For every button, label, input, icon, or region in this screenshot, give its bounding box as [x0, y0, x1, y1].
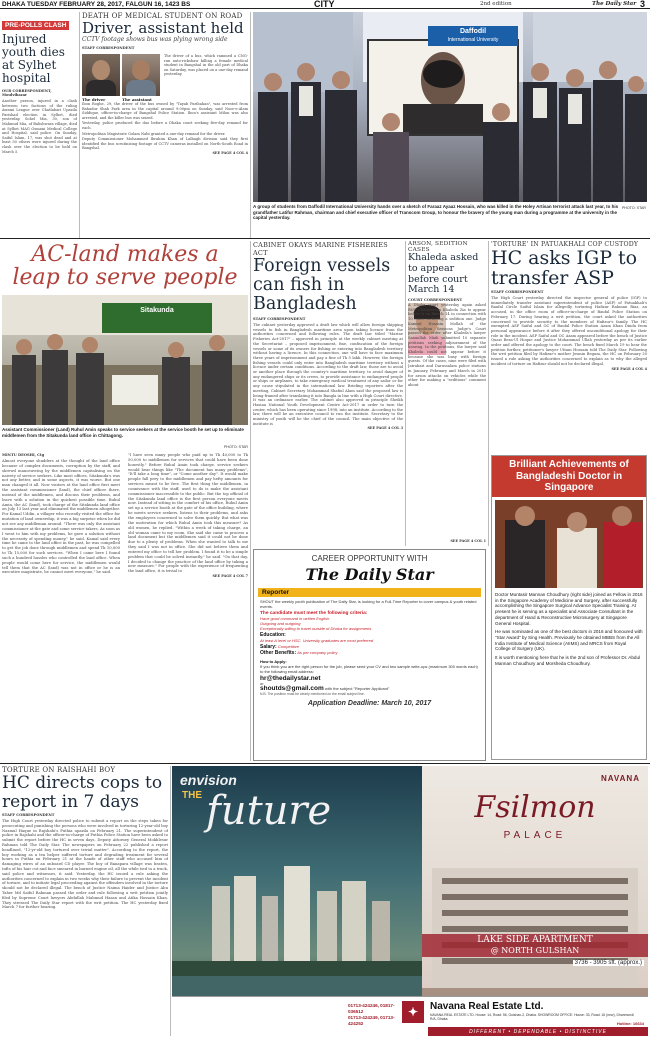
- kicker-driver: DEATH OF MEDICAL STUDENT ON ROAD: [82, 12, 243, 20]
- byline-fish: STAFF CORRESPONDENT: [253, 317, 306, 321]
- navana-future: future: [206, 788, 332, 834]
- headline-hcasp: HC asks IGP to transfer ASP: [491, 247, 638, 289]
- byline-driver: STAFF CORRESPONDENT: [82, 46, 135, 50]
- career-criteria-title: The candidate must meet the following criteria:: [260, 611, 368, 616]
- career-email-2[interactable]: shoutds@gmail.com: [260, 685, 324, 692]
- kicker-hcasp: 'TORTURE' IN PATUAKHALI COP CUSTODY: [491, 241, 639, 248]
- headline-prepolls: Injured youth dies at Sylhet hospital: [2, 32, 65, 85]
- body-prepolls: Another person, injured in a clash between two factions of the ruling Awami League over Chatlabari Upazila Parishad election in Sylhet, died yesterday. Sohel Mia, 30, son of Mahmud Mia, of Balishwara village, died at Sylhet MAG Osmani Medical College and Hospital, said police. On Sunday, Saiful Islam, 17, was shot dead and at least 50 others were injured during the clash over the election to be held on March 5.: [2, 99, 77, 154]
- edition: 2nd edition: [480, 1, 512, 7]
- photo-assistant: [122, 54, 160, 96]
- kicker-raishahi: TORTURE ON RAISHAHI BOY: [2, 766, 116, 774]
- navana-site: LAKE SIDE APARTMENT: [422, 934, 648, 946]
- masthead-date: DHAKA TUESDAY FEBRUARY 28, 2017, FALGUN 16, 1423 BS: [2, 1, 191, 8]
- career-deadline: Application Deadline: March 10, 2017: [307, 700, 432, 707]
- doctor-p3: It is worth mentioning here that he is the 2nd son of Professor Dr. Abdul Mannan Choudhury and Morsheda Choudhury.: [495, 655, 641, 666]
- headline-raishahi: HC directs cops to report in 7 days: [2, 773, 163, 812]
- kicker-khaleda: ARSON, SEDITION CASES: [408, 241, 468, 253]
- cont-driver: SEE PAGE 4 COL 4: [212, 150, 248, 155]
- career-salary: Competitive: [277, 644, 299, 649]
- article-raishahi: [2, 766, 168, 1036]
- headline-doctor: Brilliant Achievements of Bangladeshi Doctor in Singapore: [492, 456, 646, 497]
- doctor-p2: He was nominated as one of the best doctors in 2016 and honoured with "Star Award" by Sing Health. Previously he obtained MBBS from the All India Institute of Medical Science (AIIMS) and MRCS from Royal College of Surgery (UK).: [495, 629, 643, 652]
- career-intro: SHOUT the weekly youth publication of The Daily Star, is looking for a Full-Time Reporter to cover campus & youth related events.: [260, 599, 477, 609]
- navana-phones: 01713-424246, 01817-036512 01713-424249, 01713-424252: [348, 1003, 395, 1026]
- ad-doctor: [491, 455, 647, 760]
- navana-palace: PALACE: [503, 830, 567, 841]
- navana-company: Navana Real Estate Ltd.: [430, 1001, 544, 1012]
- career-education-title: Education:: [260, 632, 286, 638]
- body-khaleda: A Dhaka court yesterday again asked BNP Chairperson Khaleda Zia to appear before it on March 14 in connection with 10 cases including a sedition one. Judge Kamrul Hossain Mollah of the Metropolitan Sessions Judge's Court passed the order after Khaleda's lawyer Sanaullah Miah submitted 10 separate petitions seeking adjournment of the hearing. In the petitions, the lawyer said Khaleda could not appear before it because she was busy with foreign guests. Of the cases, nine were filed with Jatrabari and Darussalam police stations in January, February and March in 2015 for arson attacks on vehicles while the other for making a "seditious" comment about: [408, 303, 486, 387]
- career-note: N.B. The position must be clearly mentioned on the email subject line.: [260, 692, 365, 696]
- career-apply-text: If you think you are the right person for the job, please send your CV and two sample write-ups (maximum 300 words each) to the following email address:: [260, 664, 478, 674]
- paper-name: The Daily Star: [592, 1, 637, 7]
- navana-the: THE: [182, 790, 202, 801]
- article-prepolls: [2, 12, 77, 238]
- caption-acland: Assistant Commissioner (Land) Ruhul Amin speaks to service seekers at the service booth he set up to eliminate middlemen from the Sitakunda land office in Chittagong.: [2, 427, 244, 438]
- ad-career: [253, 549, 486, 761]
- body-driver-1: The driver of a bus, which rammed a CNG-run auto-rickshaw killing a female medical student in Bangshal in the old part of Dhaka on Saturday, was placed on a one-day remand yesterday.: [164, 54, 248, 77]
- photo-acland-drawing: [2, 295, 248, 425]
- photo-doctor-drawing: [495, 500, 643, 588]
- photo-driver: [82, 54, 120, 96]
- banner-daffodil-line1: Daffodil: [459, 28, 487, 35]
- body-raishahi: The High Court yesterday directed police to submit a report on the steps taken for prosecuting and punishing the persons who were involved in torturing 12-year-old boy Nazmul Haque in Rajshahi's Puthia upazila on February 21. The superintendent of police in Rajshahi and the officer-in-charge of Puthia Police Station have been asked to submit the report before the HC in seven days, Deputy Attorney General Mokhlesur Rahman told The Daily Star. The newspapers on February 22 published a report headlined, "12-yr-old boy tortured over trivial matter". According to the report, the boy working as a tea helper suffered torture and degrading treatment for several hours in Puthia on February 21 at the hands of other staff who accused him of damaging wires of an onboard CD player. The boy of Banapara village was beaten, tufts of his hair cut and face smeared in burned engine oil, all the while tied to a truck, said police and witnesses, it said. Yesterday, the HC issued a rule asking the authorities concerned to explain in two weeks why their failure to prevent the incident of torture, and to initiate legal proceeding against the offenders involved in the torture should not be declared illegal. The bench of Justice Naima Haider and Justice Abu Taher Md Saiful Rahman passed the order and rule following a writ petition jointly filed by Supreme Court lawyers Abdullah Mahmud Hasan and Atika Hossain Khan. They stressed The Daily Star report with the writ petition. The HC yesterday fixed March 7 for further hearing.: [2, 819, 168, 910]
- navana-name: Fsilmon: [474, 790, 596, 825]
- career-benefits: As per company policy: [297, 650, 338, 655]
- byline-prepolls: OUR CORRESPONDENT, Moulvibazar: [2, 89, 52, 97]
- navana-envision: envision: [180, 772, 237, 788]
- headline-fish: Foreign vessels can fish in Bangladesh: [253, 256, 391, 314]
- headline-khaleda: Khaleda asked to appear before court March 14: [408, 252, 479, 296]
- cont-khaleda: SEE PAGE 4 COL 1: [450, 539, 486, 543]
- body-acland-col1: Almost everyone shudders at the thought of the land office because of complex documents, corruption by the staff, and shrewd manoeuvring by the middlemen capitalising on the naivety of service seekers. Like most offices, Sitakunda's was not any better, and in some aspects, it was worse. But one man changed it all. Now visitors at the land office first meet the assistant commissioner (land), the chief officer there, instead of the middlemen, and discuss their problems, and leave with a solution in the quickest possible time. Ruhul Amin, the AC (land), took charge of the Sitakunda land office on July 13 last year and eliminated the middlemen altogether. For Kamal Uddin, a villager who recently visited the office for mutation of land ownership, it was a big surprise when he did not see any middleman around. "There was only the assistant commissioner at the gate and some service takers. As soon as I went to him with my problems, he gave a solution without the necessity of spending money," he said. Kamal said every time he came to the land office in the past, he was compelled to get the job done through middlemen and spend Tk 10,000 to Tk 15,000 for such services. "When I came here I found such a hundred hassles who controlled the land office. When people would come here for service, the middlemen would tell them that the AC (land) was not in office or he is an executive magistrate, he cannot meet everyone," he said.: [2, 459, 121, 575]
- photo-acland-banner: Sitakunda: [140, 307, 174, 314]
- body-driver-2: Ibon Roghe, 29, the driver of the bus owned by "Tayab Paribahan", was arrested from Bahadur Shah Park area in the capital around 9:00pm on Sunday, said Noor-e-Alam Siddique, officer-in-charge of Bangshal Police Station. Ibon's assistant Milon was also arrested, and the killer bus was seized.: [82, 102, 248, 120]
- kicker-prepolls: PRE-POLLS CLASH: [2, 21, 69, 30]
- navana-logo: ✦: [402, 1001, 424, 1023]
- caption-assistant: The assistant: [122, 97, 152, 102]
- body-driver-3: Yesterday, police produced the duo before a Dhaka court seeking five-day remand for each.: [82, 121, 248, 130]
- career-salary-label: Salary:: [260, 644, 277, 650]
- photo-acland: [2, 295, 248, 425]
- navana-hotline: Hotline: 16634: [616, 1021, 644, 1026]
- navana-location: @ NORTH GULSHAN: [422, 946, 648, 957]
- banner-daffodil: [428, 26, 518, 46]
- navana-tagline: DIFFERENT • DEPENDABLE • DISTINCTIVE: [428, 1027, 648, 1036]
- photo-daffodil: [253, 12, 647, 202]
- caption-daffodil: [253, 204, 619, 234]
- headline-driver: Driver, assistant held: [82, 19, 244, 37]
- byline-acland: MINTU DEOSHI, Ctg: [2, 453, 45, 457]
- cont-acland: SEE PAGE 4 COL 7: [212, 574, 248, 579]
- career-paper: The Daily Star: [305, 565, 434, 584]
- masthead: [0, 0, 650, 9]
- credit-daffodil: PHOTO: STAR: [622, 206, 647, 210]
- deck-driver: CCTV footage shows bus was plying wrong side: [82, 36, 228, 43]
- navana-size: 3736 - 3905 sft. (approx.): [574, 960, 642, 966]
- navana-brand: NAVANA: [600, 774, 640, 783]
- career-criteria-2: Outgoing and outgoing: [260, 621, 301, 626]
- caption-daffodil-text: A group of students from Daffodil International University hands over a sketch of Faraaz Ayaaz Hossain, who was killed in the Holey Artisan terrorist attack last year, to his grandfather Latifur Rahman, chairman and chief executive officer of Transcom Group, to honour the bravery of the young man during a programme at the university in the capital yesterday.: [253, 204, 619, 221]
- headline-acland: AC-land makes a leap to serve people: [12, 242, 238, 290]
- career-apply-title: How to Apply:: [260, 659, 287, 664]
- body-acland-col2: "I have seen many people who paid up to Tk 40,000 to Tk 50,000 to middlemen for services that could have been done honestly." Before Ruhul Amin took charge, service seekers would hear things like "The document has many problems", "It'll take a long time", or "Come another day". It would make people fall prey to the middlemen and pay hefty amounts for services meant to be free. The first thing the middlemen, in connivance with the staff, used to do is make the assistant commissioner inaccessible to the public. But the top official of the Sitakunda land office is the first person everyone meets now. Instead of sitting in the comfort of his office, Ruhul Amin set up a service booth at the gate of the office building, where he meets service seekers, listens to their problems, and asks the employees concerned to solve them quickly. But what was the motivation for which Ruhul Amin took this measure? As old women, he replied. "Within a week of taking charge, an old woman came to my room. She said she came to process a land document but the middlemen said it could not be done due to a plenty of problems. When she wanted to talk to me they said I was not in office. She did not believe them and entered my office to tell her problem. I found it to be a simple problem that could be solved instantly," he said. "On that day, I decided to change the practice of the land office by taking a new measure." For people with the experience of frequenting the land office, it is trivial to: [128, 453, 248, 574]
- article-acland: [2, 241, 248, 761]
- cont-hcasp: SEE PAGE 4 COL 4: [611, 366, 647, 371]
- body-fish: The cabinet yesterday approved a draft law which will allow foreign shipping vessels to fish in Bangladesh maritime area upon taking licence from the authorities concerned and following rules. The draft law titled "Marine Fisheries Act-2017" – approved in principle at the weekly cabinet meeting at the Secretariat – proposed imprisonment, fine, confiscation of the foreign vessels or some of its owners for fishing or entering into Bangladesh territory without having a licence. In this connection, one will have to face maximum three years of imprisonment and pay a fine of Tk 5 lakh. However, the foreign fishing vessels could only enter into Bangladesh maritime territory without a licence under certain conditions. According to the draft law, those are to avoid or another place through the country's maritime territory, to avoid danger of any endangered ships or its crews, to provide assistance to endangered people or ships or airplanes, to take emergency medical treatment of any sailor or for any cause stipulated in the international law. Briefing reporters after the meeting, Cabinet Secretary Mohammad Shafiul Alam said the proposed law is being framed after translating it into Bangla in line with a High Court directive. It was an ordinance earlier. The cabinet also approved in principle Sheikh Hasina National Youth Development Centre Act-2017 in order to turn the center, which has been operating since 1998, into an institute. According to the law, there will be an executive council to run the institute. Secretary to the ministry of youth will be the chief of the council. The main objective of the institute is: [253, 323, 403, 426]
- ad-navana: [172, 766, 648, 1036]
- career-benefits-label: Other Benefits:: [260, 650, 297, 656]
- cont-fish: SEE PAGE 4 COL 3: [367, 426, 403, 431]
- photo-doctor: [495, 500, 643, 588]
- section-name: CITY: [314, 0, 335, 9]
- body-driver-4: Metropolitan Magistrate Golam Nabi granted a one-day remand for the driver.: [82, 131, 226, 136]
- credit-acland: PHOTO: STAR: [223, 445, 248, 449]
- career-title: CAREER OPPORTUNITY WITH: [311, 554, 428, 563]
- career-email-1[interactable]: hr@thedailystar.net: [260, 675, 321, 682]
- career-criteria-1: Have good command in written English: [260, 616, 330, 621]
- body-hcasp: The High Court yesterday directed the inspector general of police (IGP) to immediately transfer assistant superintendent of police (ASP) of Patuakhali's Baufal Circle Saiful Islam for allegedly torturing Hafizur Rahman Riaz, an accused, in the office room of officer-in-charge of Baufal Police Station on February 17. During hearing a writ petition, the court asked the authorities concerned to provide security to the members of Hafizur's family. The HC exempted ASP Saiful and OC of Baufal Police Station Azam Khan Dinda from personal appearance before it after they offered unconditional apology for their role in the incident. ASP Saiful and OC Azam appeared before the bench of Justice Quazi Reza-Ul Hoque and Justice Mohammad Ullah yesterday as per its earlier order and offered the apology to the court. The bench fixed March 19 to hear the petition further, petitioner's lawyer Uttam Hossain told The Daily Star. Following the writ petition filed by Hafizur's mother Jesmin Begum, the HC on February 20 issued a rule asking the authorities concerned to explain as to why the alleged incident of torture on Hafizur should not be declared illegal.: [491, 296, 647, 366]
- byline-hcasp: STAFF CORRESPONDENT: [491, 290, 544, 294]
- page-number: 3: [640, 0, 646, 9]
- career-or: or: [260, 681, 264, 686]
- article-driver: [82, 12, 248, 238]
- article-hcasp: [491, 241, 647, 451]
- body-driver-5: Deputy Commissioner Mohammed Ibrahim Khan of Lalbagh division said they first identified the bus scrutinising footage of CCTV cameras installed on North-South Road in Bangshal.: [82, 137, 248, 151]
- career-criteria-3: Exceptionally willing to travel outside of Dhaka for assignments: [260, 626, 372, 631]
- doctor-p1: Doctor Muntasir Mannan Choudhury (right side) joined as Fellow in 2016 in the Singapore Academy of Medicine and Surgery, after successfully accomplishing the Singapore Surgical Advance Specialist Training. At present he is serving as a specialist and Associate Consultant in the department of Hand & Reconstructive Microsurgery at Singapore General Hospital.: [495, 592, 643, 626]
- byline-raishahi: STAFF CORRESPONDENT: [2, 813, 55, 817]
- byline-khaleda: COURT CORRESPONDENT: [408, 298, 463, 303]
- career-email-2-note: with the subject "Reporter Applicant": [324, 686, 390, 691]
- caption-driver: The driver: [82, 97, 106, 102]
- kicker-fish: CABINET OKAYS MARINE FISHERIES ACT: [253, 241, 388, 257]
- banner-daffodil-line2: International University: [447, 37, 499, 43]
- article-khaleda: [408, 241, 486, 546]
- career-education: At least A level or HSC. University graduates are most preferred: [260, 638, 374, 643]
- article-fish: [253, 241, 403, 546]
- career-role: Reporter: [258, 588, 481, 597]
- navana-footer: [172, 996, 648, 1036]
- navana-address: NAVANA REAL ESTATE LTD. House: 14, Road: 56, Gulshan-2, Dhaka. SHOWROOM OFFICE: House: 33, Road: 16 (new), Dhanmondi R/A, Dhaka.: [430, 1013, 634, 1022]
